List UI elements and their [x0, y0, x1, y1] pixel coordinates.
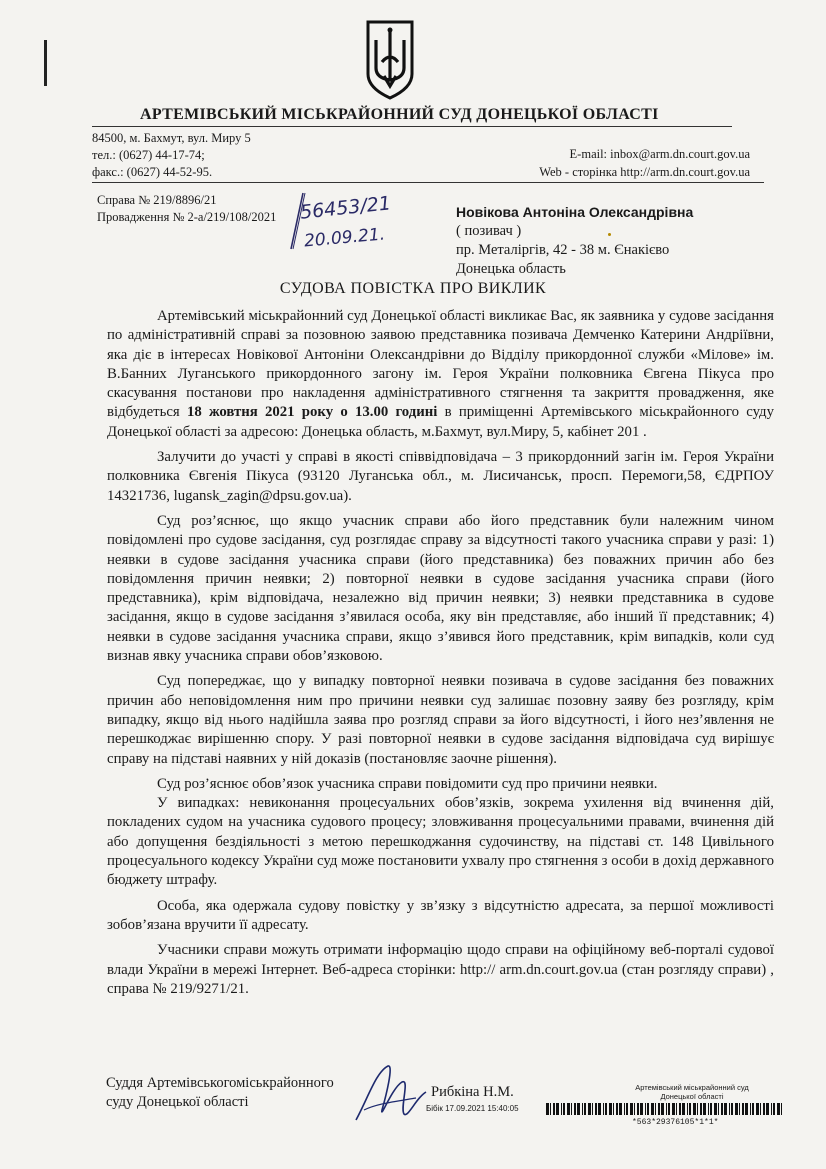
barcode-icon [426, 1103, 786, 1115]
barcode-bar [763, 1103, 765, 1115]
barcode-bar [637, 1103, 639, 1115]
barcode-bar [721, 1103, 723, 1115]
court-address-block [92, 130, 251, 181]
barcode-bar [624, 1103, 625, 1115]
barcode-bar [598, 1103, 601, 1115]
barcode-bar [616, 1103, 618, 1115]
barcode-bar [766, 1103, 769, 1115]
ink-dot [608, 233, 611, 236]
barcode-bar [676, 1103, 677, 1115]
paragraph-warning: Суд попереджає, що у випадку повторної неявки позивача в судове засідання без поважних причин або неповідомлення ним про причини неявки суд залишає позовну заяву без розгляду, крім випадку, якщо від нього надійшла заява про розгляд справи за його відсутності, і його нез’явлення не перешкоджає вирішенню спору. У разі повторної неявки в судове засідання відповідача суд вирішує справу на підставі наявних у ній доказів (постановляє заочне рішення). [107, 673, 774, 767]
barcode-bar [588, 1103, 591, 1115]
court-name: АРТЕМІВСЬКИЙ МІСЬКРАЙОННИЙ СУД ДОНЕЦЬКОЇ ОБЛАСТІ [140, 106, 659, 123]
barcode-bar [567, 1103, 570, 1115]
court-email: E-mail: inbox@arm.dn.court.gov.ua [569, 147, 750, 161]
barcode-bar [756, 1103, 759, 1115]
court-website: Web - сторінка http://arm.dn.court.gov.ua [539, 165, 750, 179]
judge-name: Рибкіна Н.М. [431, 1084, 514, 1100]
recipient-block [456, 203, 693, 279]
barcode-bar [750, 1103, 751, 1115]
barcode-bar [613, 1103, 614, 1115]
barcode-bar [697, 1103, 698, 1115]
court-phone: тел.: (0627) 44-17-74; [92, 148, 205, 162]
recipient-role: ( позивач ) [456, 223, 522, 239]
barcode-bar [703, 1103, 706, 1115]
barcode-bar [729, 1103, 730, 1115]
ecourt-label: Артемівський міськрайонний суд Донецької області [635, 1083, 749, 1101]
barcode-bar [651, 1103, 654, 1115]
barcode-bar [773, 1103, 775, 1115]
barcode-bar [550, 1103, 551, 1115]
barcode-bar [742, 1103, 744, 1115]
paragraph-web-info: Учасники справи можуть отримати інформацію щодо справи на офіційному веб-порталі судової влади України в мережі Інтернет. Веб-адреса сторінки: http:// arm.dn.court.gov.ua (стан розгляду справи) , справа № 219/9271/21. [107, 942, 774, 997]
barcode-bar [700, 1103, 702, 1115]
barcode-number: *563*29376105*1*1* [632, 1118, 719, 1127]
document-body [107, 307, 774, 999]
barcode-bar [731, 1103, 733, 1115]
barcode-bar [745, 1103, 748, 1115]
barcode-bar [577, 1103, 580, 1115]
barcode-bar [603, 1103, 604, 1115]
barcode-bar [724, 1103, 727, 1115]
barcode-bar [571, 1103, 572, 1115]
header-divider [92, 126, 732, 127]
hearing-datetime: 18 жовтня 2021 року о 13.00 годині [186, 404, 438, 421]
handwritten-registration-number: 56453/21 [299, 192, 392, 224]
barcode-bar [687, 1103, 688, 1115]
barcode-bar [777, 1103, 780, 1115]
handwritten-registration-date: 20.09.21. [303, 224, 386, 252]
barcode-bar [609, 1103, 612, 1115]
barcode-bar [561, 1103, 562, 1115]
case-info [97, 192, 276, 226]
handwritten-signature-icon [346, 1058, 430, 1130]
paragraph-obligation: Суд роз’яснює обов’язок учасника справи повідомити суд про причини неявки. [157, 775, 658, 792]
barcode-bar [595, 1103, 597, 1115]
proceeding-number: Провадження № 2-а/219/108/2021 [97, 210, 277, 224]
barcode-bar [630, 1103, 633, 1115]
barcode-bar [672, 1103, 675, 1115]
barcode-bar [668, 1103, 670, 1115]
barcode-bar [553, 1103, 555, 1115]
margin-pen-mark [44, 40, 47, 86]
barcode-bar [582, 1103, 583, 1115]
paragraph-penalty: У випадках: невиконання процесуальних обов’язків, зокрема ухилення від вчинення дій, покладених судом на учасника судового процесу; зловживання процесуальними правами, вчинення дій або допущення бездіяльності з метою перешкоджання судочинству, на підставі ст. 148 Цивільного процесуального кодексу України суд може постановити ухвалу про стягнення з особи в дохід державного бюджету штрафу. [107, 795, 774, 889]
barcode-bar [710, 1103, 712, 1115]
barcode-bar [546, 1103, 549, 1115]
recipient-region: Донецька область [456, 261, 566, 277]
barcode-bar [556, 1103, 559, 1115]
barcode-bar [679, 1103, 681, 1115]
recipient-street: пр. Металіргів, 42 - 38 м. Єнакієво [456, 242, 670, 258]
barcode-bar [661, 1103, 664, 1115]
barcode-bar [619, 1103, 622, 1115]
barcode-bar [626, 1103, 628, 1115]
trident-emblem-icon [362, 18, 418, 100]
barcode-bar [640, 1103, 643, 1115]
barcode-bar [634, 1103, 635, 1115]
paragraph-co-defendant: Залучити до участі у справі в якості співвідповідача – 3 прикордонний загін ім. Героя України полковника Євгенія Пікуса (93120 Луганська обл., м. Лисичанськ, просп. Перемоги,58, ЄДРПОУ 14321736, lugansk_zagin@dpsu.gov.ua). [107, 449, 774, 504]
court-contacts [472, 145, 750, 181]
barcode-bar [584, 1103, 586, 1115]
barcode-bar [658, 1103, 660, 1115]
barcode-bar [645, 1103, 646, 1115]
court-address: 84500, м. Бахмут, вул. Миру 5 [92, 131, 251, 145]
barcode-bar [605, 1103, 607, 1115]
barcode-bar [714, 1103, 717, 1115]
barcode-bar [689, 1103, 691, 1115]
barcode-bar [771, 1103, 772, 1115]
barcode-bar [735, 1103, 738, 1115]
document-title: СУДОВА ПОВІСТКА ПРО ВИКЛИК [279, 280, 547, 297]
barcode-bar [693, 1103, 696, 1115]
barcode-bar [752, 1103, 754, 1115]
barcode-bar [718, 1103, 719, 1115]
barcode-timestamp: Бібік 17.09.2021 15:40:05 [426, 1104, 519, 1113]
barcode-bar [592, 1103, 593, 1115]
barcode-bar [739, 1103, 740, 1115]
paragraph-delivery: Особа, яка одержала судову повістку у зв’язку з відсутністю адресата, за першої можливості зобов’язана вручити її адресату. [107, 897, 774, 933]
court-fax: факс.: (0627) 44-52-95. [92, 165, 213, 179]
case-number: Справа № 219/8896/21 [97, 193, 217, 207]
barcode-bar [574, 1103, 576, 1115]
paragraph-summons: Артемівський міськрайонний суд Донецької області викликає Вас, як заявника у судове засідання по адміністративній справі за позовною заявою представника позивача Демченко Катерини Андріївни, яка діє в інтересах Новікової Антоніни Олександрівни до Відділу прикордонної служби «Мілове» ім. В.Банних Луганського прикордонного загону ім. Героя України полковника Євгена Пікуса про скасування постанови про накладення адміністративного стягнення та закриття провадження, яке відбудеться 18 жовтня 2021 року о 13.00 годині в приміщенні Артемівського міськрайонного суду Донецької області за адресою: Донецька область, м.Бахмут, вул.Миру, 5, кабінет 201 . [107, 308, 774, 440]
contacts-divider [92, 182, 764, 183]
barcode-bar [682, 1103, 685, 1115]
judge-title: Суддя Артемівськогоміськрайонного суду Донецької області [106, 1075, 334, 1110]
barcode-bar [563, 1103, 565, 1115]
barcode-bar [655, 1103, 656, 1115]
barcode-bar [760, 1103, 761, 1115]
paragraph-absence-rules: Суд роз’яснює, що якщо учасник справи або його представник були належним чином повідомлені про судове засідання, суд розглядає справу за відсутності такого учасника справи у разі: 1) неявки в судове засідання учасника справи (його представника) без поважних причин або без повідомлення причин неявки; 2) повторної неявки в судове засідання учасника справи (його представника), крім відповідача, незалежно від причин неявки; 3) неявки представника в судове засідання, якщо в судове засідання з’явилася особа, яку він представляє, або інший її представник; 4) неявки в судове засідання учасника справи, якщо з’явився його представник, крім випадків, коли суд визнав явку учасника справи обов’язковою. [107, 512, 774, 665]
recipient-name: Новікова Антоніна Олександрівна [456, 204, 694, 220]
barcode-bar [647, 1103, 649, 1115]
barcode-bar [708, 1103, 709, 1115]
barcode-bar [666, 1103, 667, 1115]
barcode-bar [781, 1103, 782, 1115]
